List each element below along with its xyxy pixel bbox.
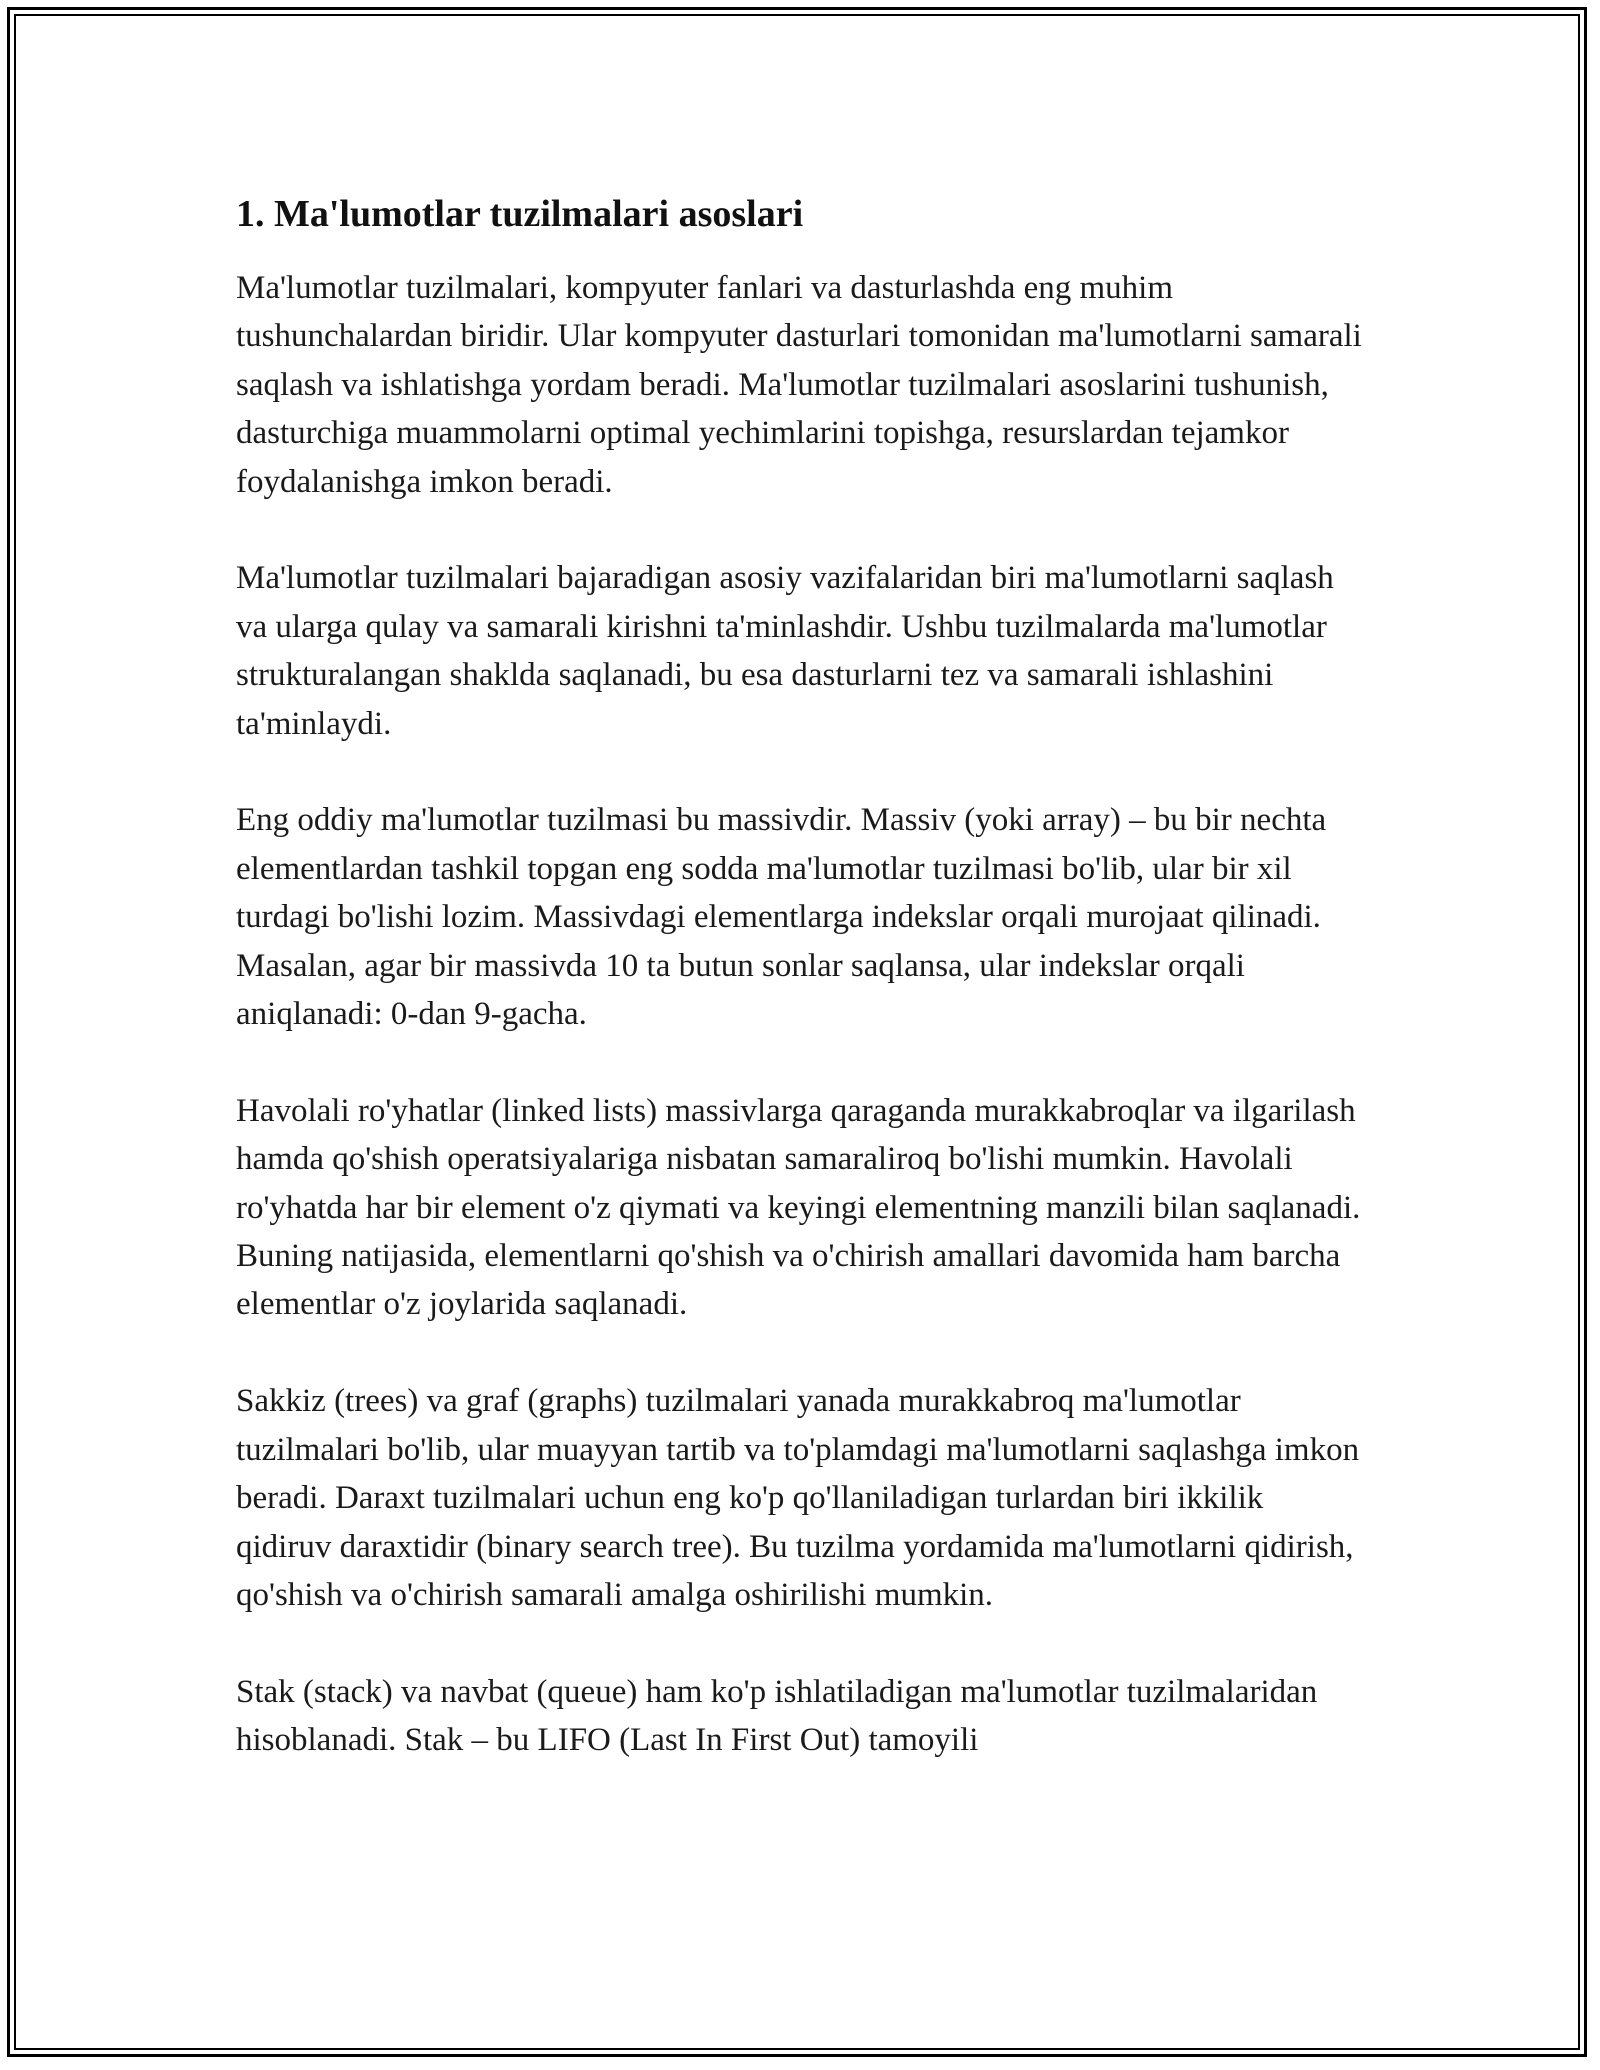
document-body bbox=[236, 186, 1364, 1765]
paragraph-trees-graphs: Sakkiz (trees) va graf (graphs) tuzilmalari yanada murakkabroq ma'lumotlar tuzilmalari bo'lib, ular muayyan tartib va to'plamdagi ma'lumotlarni saqlashga imkon beradi. Daraxt tuzilmalari uchun eng ko'p qo'llaniladigan turlardan biri ikkilik qidiruv daraxtidir (binary search tree). Bu tuzilma yordamida ma'lumotlarni qidirish, qo'shish va o'chirish samarali amalga oshirilishi mumkin. bbox=[236, 1383, 1360, 1613]
paragraph-purpose: Ma'lumotlar tuzilmalari bajaradigan asosiy vazifalaridan biri ma'lumotlarni saqlash va ularga qulay va samarali kirishni ta'minlashdir. Ushbu tuzilmalarda ma'lumotlar strukturalangan shaklda saqlanadi, bu esa dasturlarni tez va samarali ishlashini ta'minlaydi. bbox=[236, 560, 1334, 742]
paragraph-stack-queue: Stak (stack) va navbat (queue) ham ko'p ishlatiladigan ma'lumotlar tuzilmalaridan hisoblanadi. Stak – bu LIFO (Last In First Out) tamoyili bbox=[236, 1673, 1318, 1759]
paragraph-intro: Ma'lumotlar tuzilmalari, kompyuter fanlari va dasturlashda eng muhim tushunchalardan biridir. Ular kompyuter dasturlari tomonidan ma'lumotlarni samarali saqlash va ishlatishga yordam beradi. Ma'lumotlar tuzilmalari asoslarini tushunish, dasturchiga muammolarni optimal yechimlarini topishga, resurslardan tejamkor foydalanishga imkon beradi. bbox=[236, 270, 1362, 500]
paragraph-arrays: Eng oddiy ma'lumotlar tuzilmasi bu massivdir. Massiv (yoki array) – bu bir nechta elementlardan tashkil topgan eng sodda ma'lumotlar tuzilmasi bo'lib, ular bir xil turdagi bo'lishi lozim. Massivdagi elementlarga indekslar orqali murojaat qilinadi. Masalan, agar bir massivda 10 ta butun sonlar saqlansa, ular indekslar orqali aniqlanadi: 0-dan 9-gacha. bbox=[236, 802, 1327, 1033]
paragraph-linked-lists: Havolali ro'yhatlar (linked lists) massivlarga qaraganda murakkabroqlar va ilgarilash hamda qo'shish operatsiyalariga nisbatan samaraliroq bo'lishi mumkin. Havolali ro'yhatda har bir element o'z qiymati va keyingi elementning manzili bilan saqlanadi. Buning natijasida, elementlarni qo'shish va o'chirish amallari davomida ham barcha elementlar o'z joylarida saqlanadi. bbox=[236, 1092, 1361, 1323]
section-heading: 1. Ma'lumotlar tuzilmalari asoslari bbox=[236, 193, 804, 235]
